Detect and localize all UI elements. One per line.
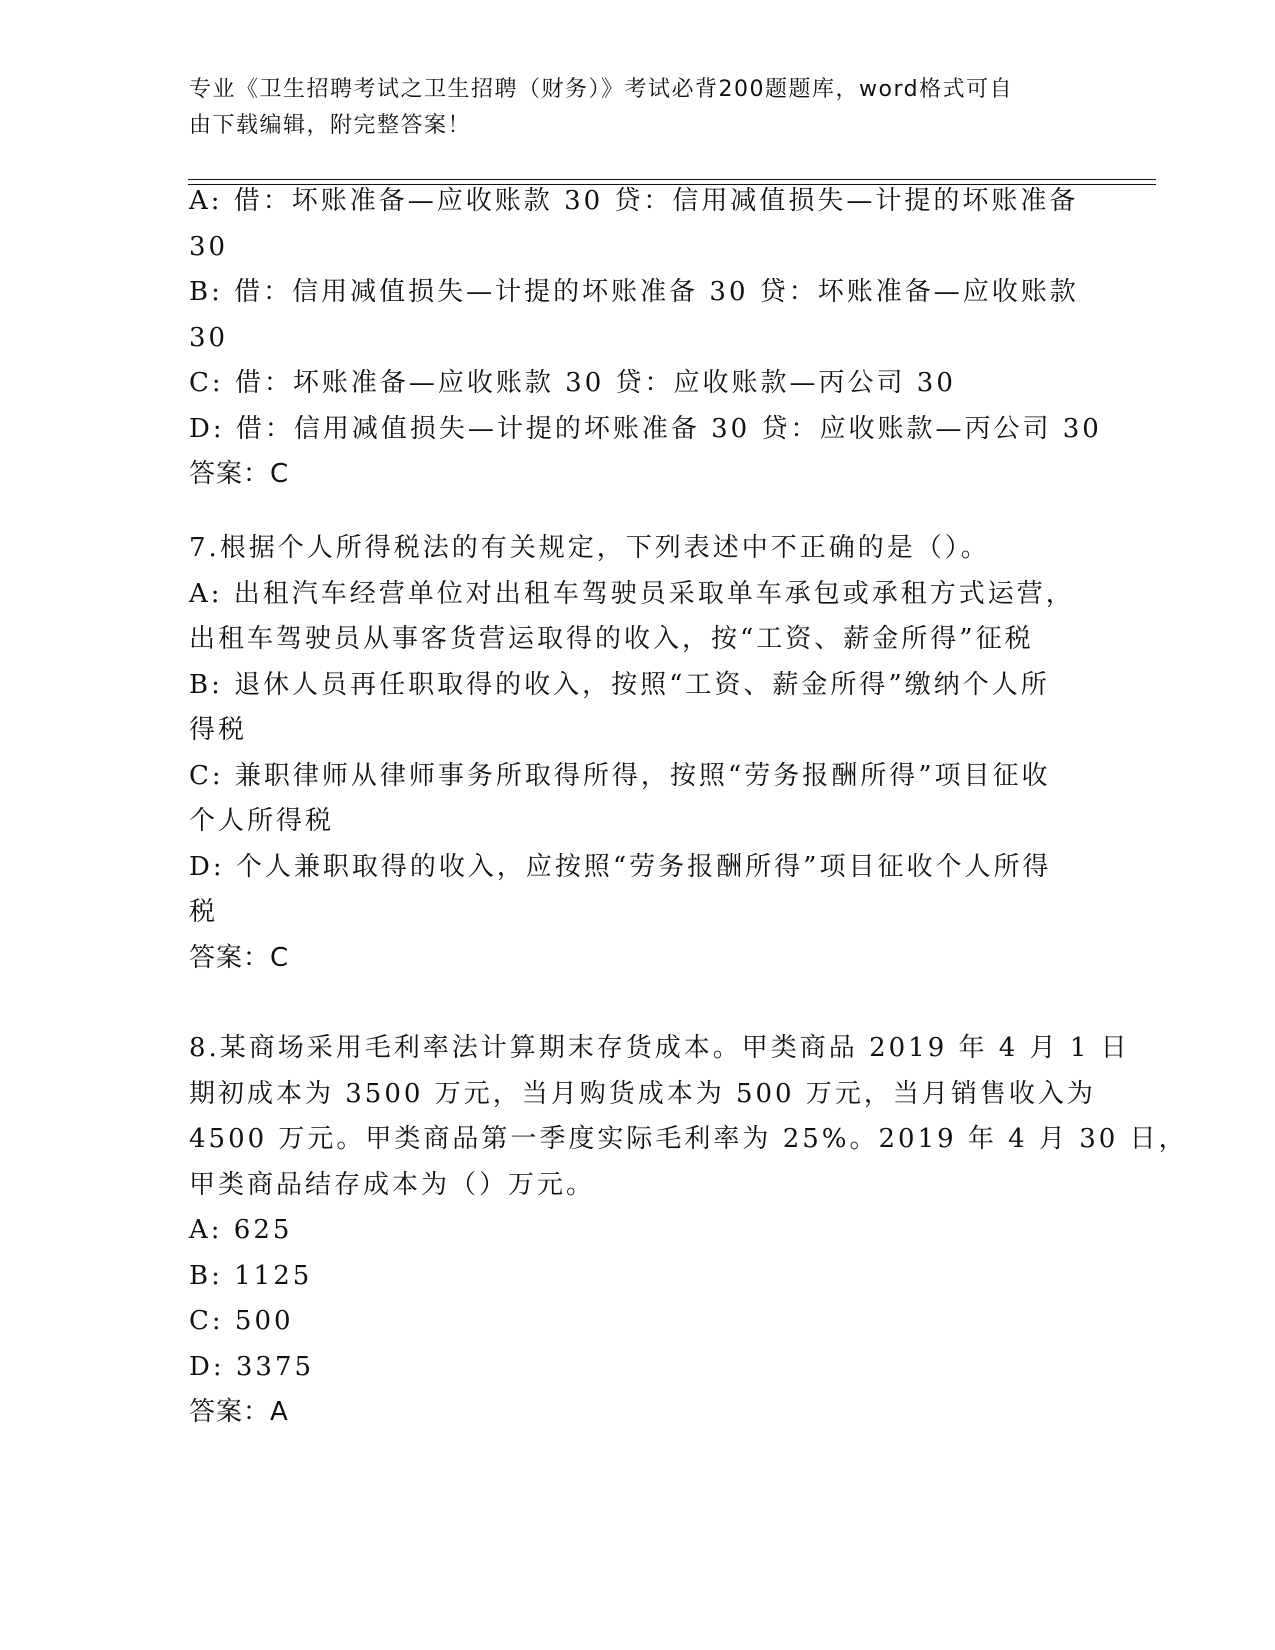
q7-option-a: A: 出租汽车经营单位对出租车驾驶员采取单车承包或承租方式运营， [189, 578, 1075, 609]
document-header [189, 72, 1069, 144]
q8-option-c: C: 500 [189, 1306, 294, 1336]
question-7-block [189, 526, 1089, 981]
header-line-2: 由下载编辑，附完整答案！ [189, 113, 472, 138]
q8-option-d: D: 3375 [189, 1351, 315, 1382]
q6-option-a-cont: 30 [189, 231, 229, 262]
q6-option-c: C: 借：坏账准备—应收账款 30 贷：应收账款—丙公司 30 [189, 368, 956, 398]
q8-question-line-4: 甲类商品结存成本为（）万元。 [189, 1169, 596, 1200]
question-6-block [189, 179, 1102, 498]
q8-option-a: A: 625 [189, 1215, 293, 1245]
q7-option-a-cont: 出租车驾驶员从事客货营运取得的收入，按“工资、薪金所得”征税 [189, 624, 1034, 654]
q8-question-line-1: 8.某商场采用毛利率法计算期末存货成本。甲类商品 2019 年 4 月 1 日 [189, 1033, 1130, 1063]
q7-answer: 答案：C [189, 942, 290, 973]
q7-option-b: B: 退休人员再任职取得的收入，按照“工资、薪金所得”缴纳个人所 [189, 669, 1050, 700]
q7-option-c: C: 兼职律师从律师事务所取得所得，按照“劳务报酬所得”项目征收 [189, 760, 1051, 791]
question-8-block [189, 1026, 1188, 1436]
q6-option-b: B: 借：信用减值损失—计提的坏账准备 30 贷：坏账准备—应收账款 [189, 277, 1079, 307]
q7-option-d-cont: 税 [189, 897, 219, 927]
q8-option-b: B: 1125 [189, 1260, 313, 1291]
q7-option-d: D: 个人兼职取得的收入，应按照“劳务报酬所得”项目征收个人所得 [189, 851, 1052, 882]
q6-answer: 答案：C [189, 459, 290, 489]
q6-option-d: D: 借：信用减值损失—计提的坏账准备 30 贷：应收账款—丙公司 30 [189, 413, 1102, 444]
q8-question-line-3: 4500 万元。甲类商品第一季度实际毛利率为 25%。2019 年 4 月 30 日， [189, 1124, 1188, 1154]
q6-option-a: A: 借：坏账准备—应收账款 30 贷：信用减值损失—计提的坏账准备 [189, 186, 1079, 216]
q6-option-b-cont: 30 [189, 322, 229, 353]
q7-question: 7.根据个人所得税法的有关规定，下列表述中不正确的是（）。 [189, 533, 990, 563]
q7-option-b-cont: 得税 [189, 715, 248, 745]
q7-option-c-cont: 个人所得税 [189, 806, 335, 836]
q8-answer: 答案：A [189, 1397, 289, 1427]
q8-question-line-2: 期初成本为 3500 万元，当月购货成本为 500 万元，当月销售收入为 [189, 1078, 1096, 1109]
header-line-1: 专业《卫生招聘考试之卫生招聘（财务）》考试必背200题题库，word格式可自 [189, 77, 1014, 102]
